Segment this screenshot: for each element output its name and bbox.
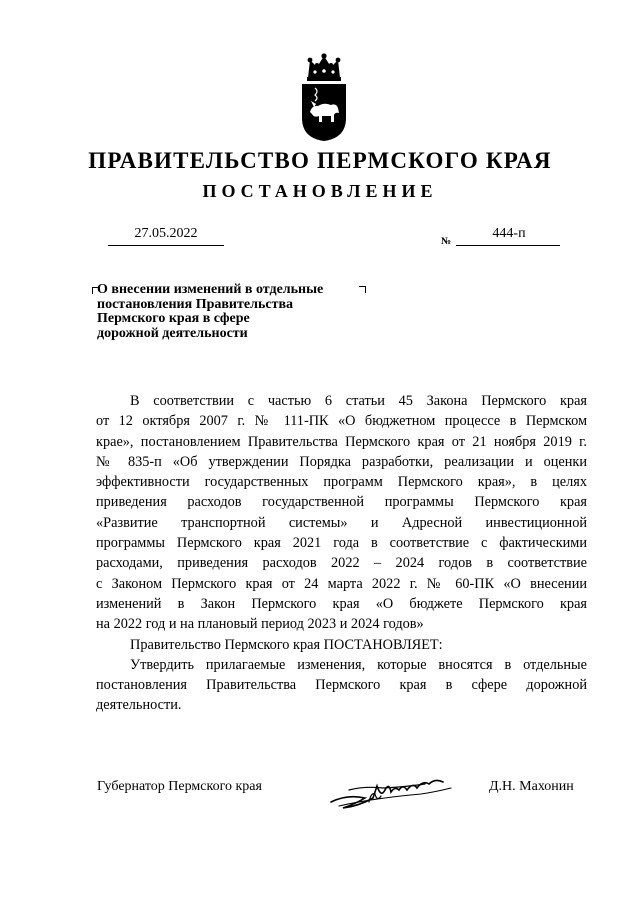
subject-line: Пермского края в сфере: [97, 311, 250, 326]
subject-corner-right: [359, 286, 366, 293]
body-line: крае», постановлением Правительства Пермского края от 21 ноября 2019 г.: [96, 433, 587, 450]
body-line: приведения расходов государственной программы Пермского края: [96, 494, 587, 511]
document-date: 27.05.2022: [134, 226, 198, 241]
body-line: Утвердить прилагаемые изменения, которые вносятся в отдельные: [130, 656, 587, 673]
body-line: В соответствии с частью 6 статьи 45 Закона Пермского края: [130, 393, 587, 409]
body-line: «Развитие транспортной системы» и Адресной инвестиционной: [96, 514, 587, 531]
signatory-role: Губернатор Пермского края: [97, 779, 262, 794]
number-underline: [456, 245, 560, 246]
body-line: с Законом Пермского края от 24 марта 2022 г. № 60-ПК «О внесении: [96, 575, 587, 592]
body-line: на 2022 год и на плановый период 2023 и 2024 годов»: [96, 616, 424, 633]
body-line: постановления Правительства Пермского края в сфере дорожной: [96, 677, 587, 694]
government-title: ПРАВИТЕЛЬСТВО ПЕРМСКОГО КРАЯ: [88, 148, 552, 173]
subject-line: О внесении изменений в отдельные: [97, 282, 324, 297]
document-subject: [97, 283, 357, 341]
document-body: [96, 391, 587, 716]
document-number: 444-п: [492, 226, 526, 241]
perm-krai-coat-of-arms-icon: [298, 52, 350, 142]
signatory-name: Д.Н. Махонин: [489, 779, 574, 794]
body-line: изменений в Закон Пермского края «О бюджете Пермского края: [96, 595, 587, 612]
body-line: от 12 октября 2007 г. № 111-ПК «О бюджетном процессе в Пермском: [96, 413, 587, 430]
handwritten-signature-icon: [325, 768, 455, 814]
body-line: эффективности государственных программ Пермского края», в целях: [96, 474, 587, 491]
body-line: № 835-п «Об утверждении Порядка разработки, реализации и оценки: [96, 453, 587, 470]
date-underline: [108, 245, 224, 246]
body-line: расходами, приведения расходов 2022 – 2024 годов в соответствие: [96, 555, 587, 572]
subject-line: дорожной деятельности: [97, 325, 248, 341]
resolution-line: Правительство Пермского края ПОСТАНОВЛЯЕТ:: [130, 636, 443, 653]
number-sign: №: [441, 236, 452, 247]
document-type: ПОСТАНОВЛЕНИЕ: [202, 181, 438, 201]
subject-line: постановления Правительства: [97, 296, 293, 312]
body-line: деятельности.: [96, 697, 182, 714]
body-line: программы Пермского края 2021 года в соответствие с фактическими: [96, 535, 587, 552]
